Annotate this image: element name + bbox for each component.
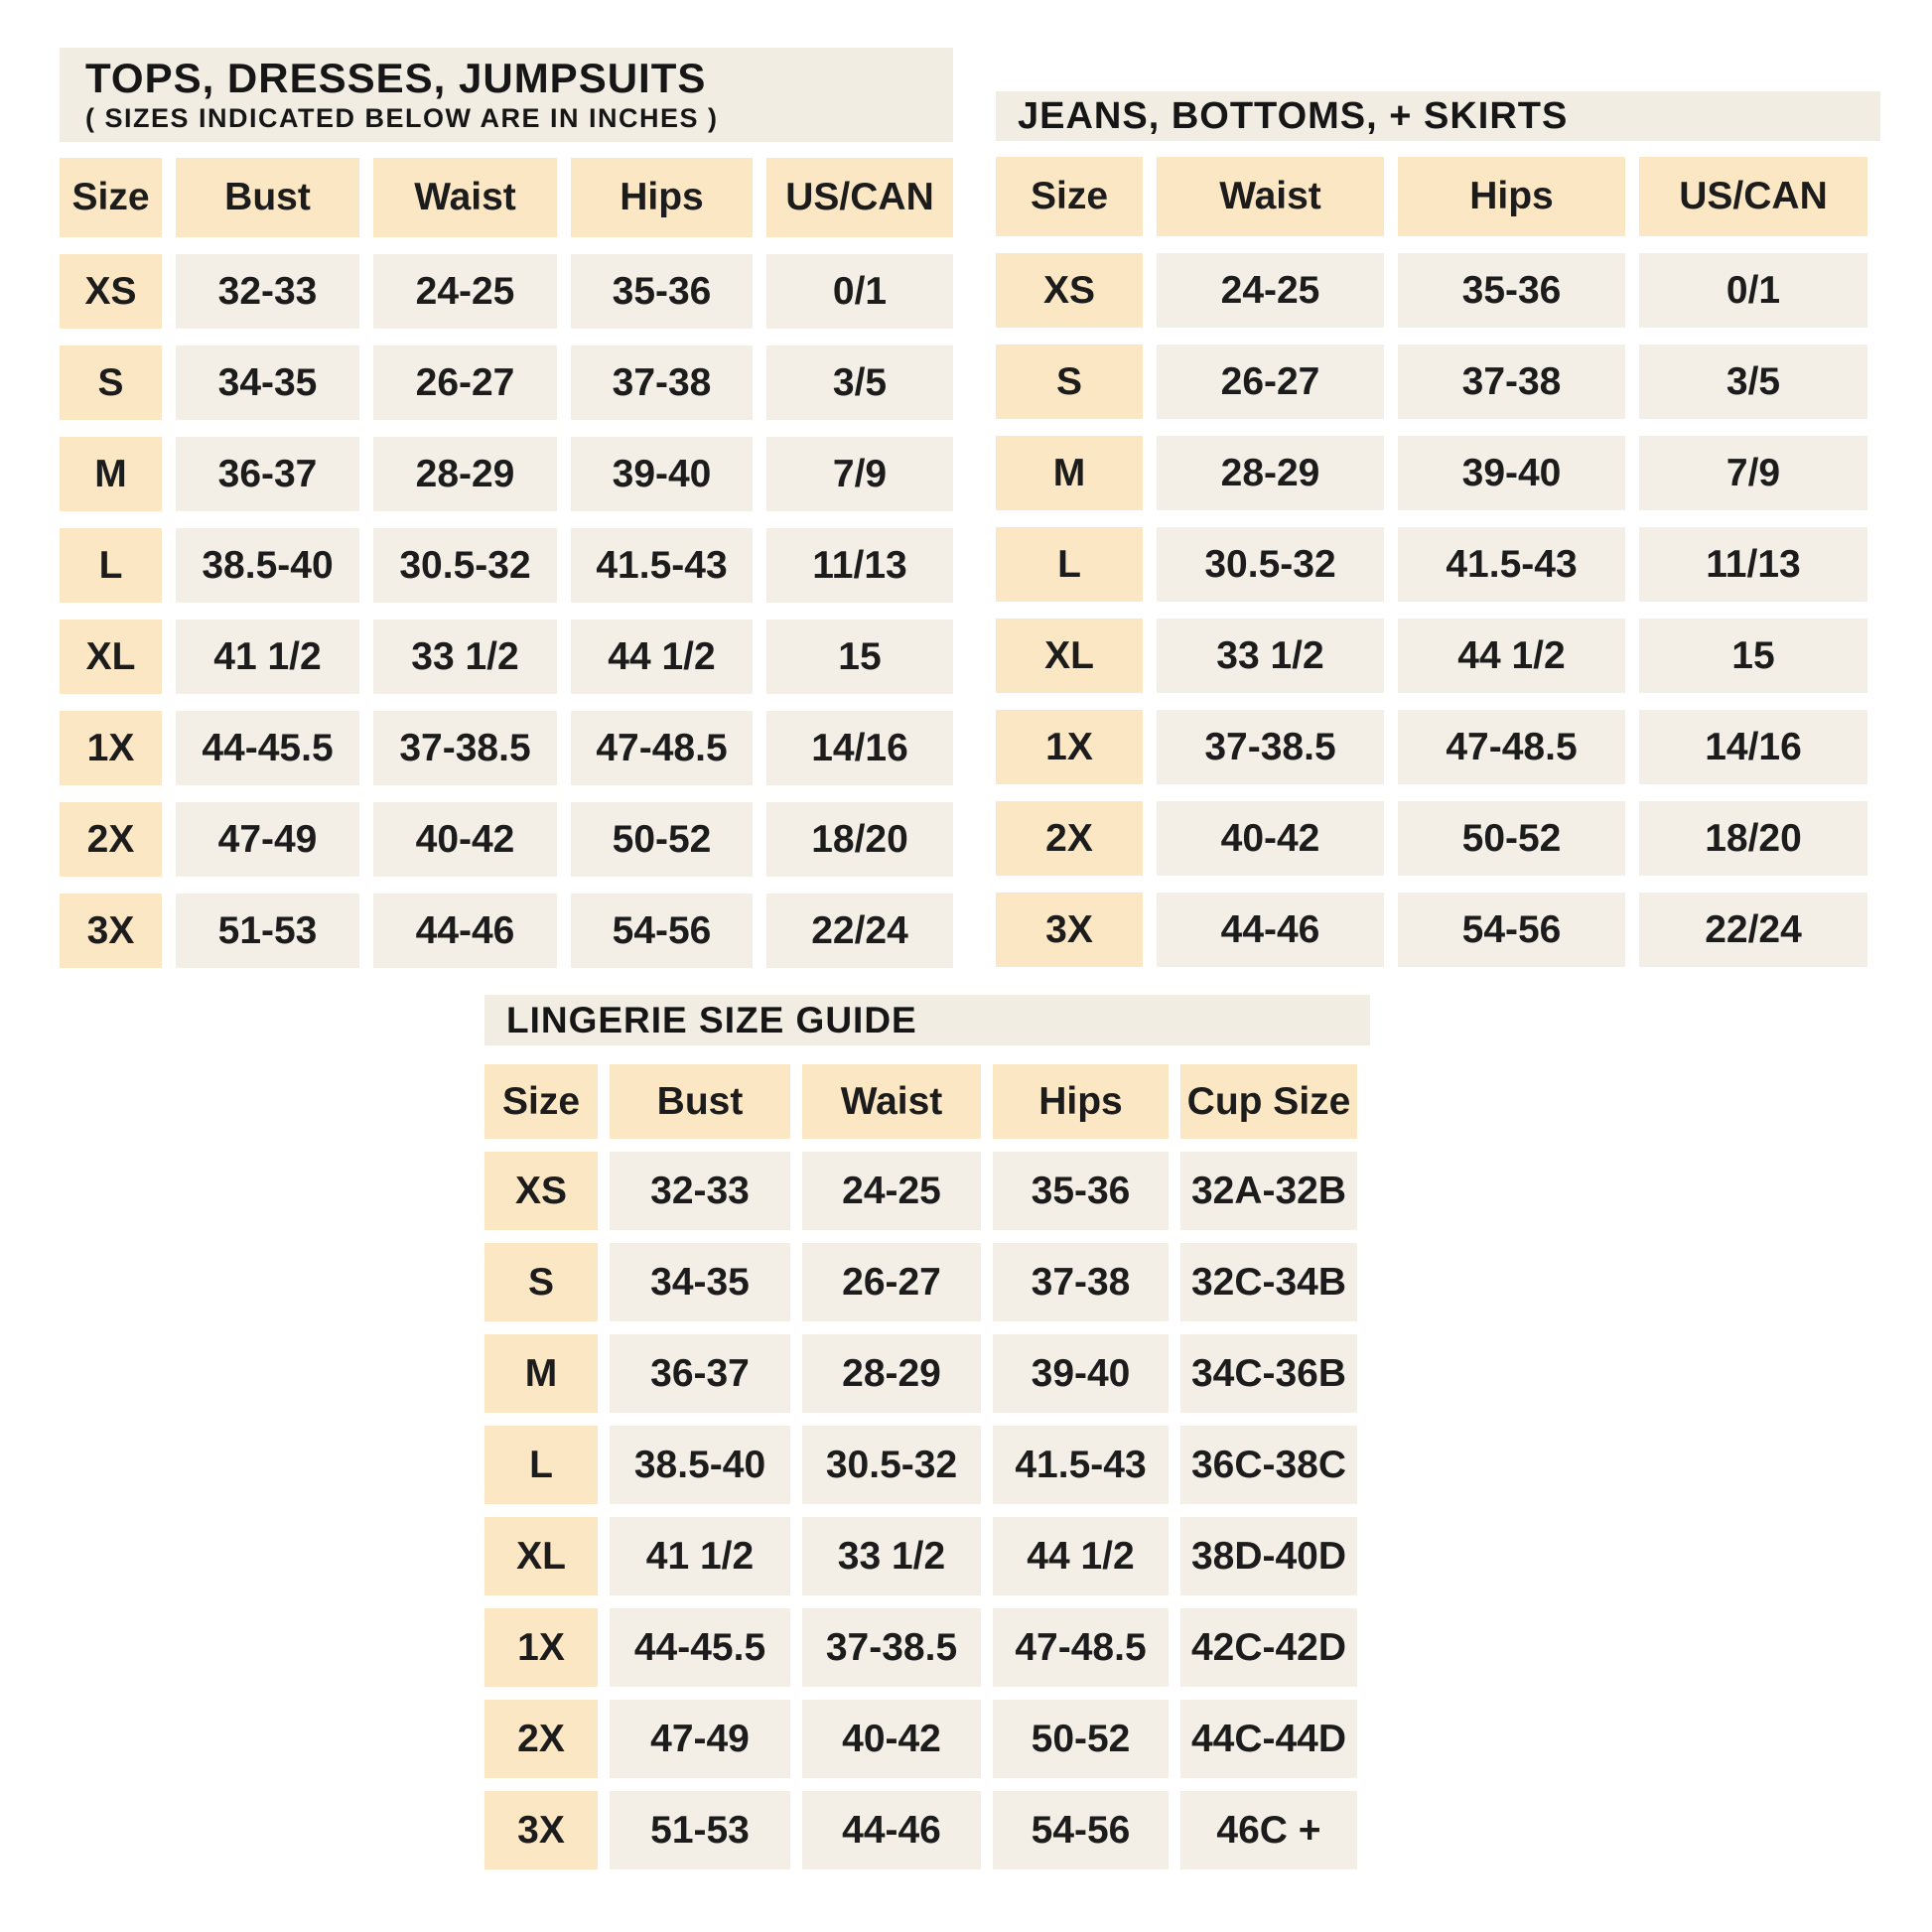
size-label-cell-1x: 1X <box>60 711 162 785</box>
value-cell: 40-42 <box>802 1700 981 1778</box>
value-cell: 22/24 <box>766 894 953 968</box>
value-cell: 24-25 <box>373 254 557 329</box>
value-cell: 0/1 <box>1639 253 1867 328</box>
size-label-cell-m: M <box>996 436 1143 510</box>
value-cell: 32C-34B <box>1180 1243 1357 1321</box>
value-cell: 54-56 <box>993 1791 1169 1869</box>
value-cell: 35-36 <box>993 1152 1169 1230</box>
value-cell: 7/9 <box>1639 436 1867 510</box>
size-label-cell-3x: 3X <box>60 894 162 968</box>
value-cell: 22/24 <box>1639 893 1867 967</box>
column-header-hips: Hips <box>571 158 753 237</box>
size-label-cell-3x: 3X <box>484 1791 598 1869</box>
value-cell: 38D-40D <box>1180 1517 1357 1595</box>
column-header-size: Size <box>484 1064 598 1139</box>
size-label-cell-xl: XL <box>484 1517 598 1595</box>
value-cell: 51-53 <box>176 894 359 968</box>
tops-table-subtitle: ( SIZES INDICATED BELOW ARE IN INCHES ) <box>85 102 719 133</box>
value-cell: 32A-32B <box>1180 1152 1357 1230</box>
value-cell: 38.5-40 <box>176 528 359 603</box>
value-cell: 37-38.5 <box>1157 710 1384 784</box>
value-cell: 50-52 <box>571 802 753 877</box>
value-cell: 30.5-32 <box>373 528 557 603</box>
column-header-size: Size <box>60 158 162 237</box>
value-cell: 36-37 <box>610 1334 790 1413</box>
value-cell: 35-36 <box>571 254 753 329</box>
size-label-cell-l: L <box>996 527 1143 602</box>
value-cell: 38.5-40 <box>610 1426 790 1504</box>
size-label-cell-xs: XS <box>484 1152 598 1230</box>
value-cell: 51-53 <box>610 1791 790 1869</box>
value-cell: 44-46 <box>373 894 557 968</box>
value-cell: 54-56 <box>1398 893 1625 967</box>
value-cell: 47-48.5 <box>1398 710 1625 784</box>
column-header-hips: Hips <box>1398 157 1625 236</box>
lingerie-table-grid <box>484 1064 1370 1869</box>
size-label-cell-xs: XS <box>60 254 162 329</box>
value-cell: 37-38 <box>993 1243 1169 1321</box>
value-cell: 44C-44D <box>1180 1700 1357 1778</box>
value-cell: 37-38 <box>571 345 753 420</box>
column-header-waist: Waist <box>802 1064 981 1139</box>
value-cell: 40-42 <box>373 802 557 877</box>
jeans-table-title: JEANS, BOTTOMS, + SKIRTS <box>1018 95 1569 137</box>
value-cell: 50-52 <box>993 1700 1169 1778</box>
value-cell: 32-33 <box>610 1152 790 1230</box>
jeans-table-title-band <box>996 91 1880 141</box>
value-cell: 14/16 <box>1639 710 1867 784</box>
value-cell: 44 1/2 <box>571 620 753 694</box>
value-cell: 18/20 <box>766 802 953 877</box>
column-header-bust: Bust <box>176 158 359 237</box>
value-cell: 54-56 <box>571 894 753 968</box>
column-header-hips: Hips <box>993 1064 1169 1139</box>
value-cell: 39-40 <box>1398 436 1625 510</box>
value-cell: 41 1/2 <box>176 620 359 694</box>
value-cell: 15 <box>1639 619 1867 693</box>
value-cell: 24-25 <box>1157 253 1384 328</box>
value-cell: 36C-38C <box>1180 1426 1357 1504</box>
jeans-bottoms-skirts-table <box>996 91 1880 967</box>
value-cell: 47-48.5 <box>993 1608 1169 1687</box>
size-label-cell-1x: 1X <box>996 710 1143 784</box>
value-cell: 47-49 <box>176 802 359 877</box>
value-cell: 37-38.5 <box>373 711 557 785</box>
tops-table-grid <box>60 158 953 968</box>
value-cell: 37-38 <box>1398 345 1625 419</box>
column-header-waist: Waist <box>373 158 557 237</box>
size-label-cell-2x: 2X <box>996 801 1143 876</box>
tops-table-title: TOPS, DRESSES, JUMPSUITS <box>85 54 707 101</box>
value-cell: 18/20 <box>1639 801 1867 876</box>
column-header-cup-size: Cup Size <box>1180 1064 1357 1139</box>
value-cell: 41 1/2 <box>610 1517 790 1595</box>
value-cell: 41.5-43 <box>571 528 753 603</box>
column-header-us-can: US/CAN <box>1639 157 1867 236</box>
size-label-cell-s: S <box>60 345 162 420</box>
value-cell: 24-25 <box>802 1152 981 1230</box>
size-label-cell-m: M <box>60 437 162 511</box>
value-cell: 44-46 <box>802 1791 981 1869</box>
value-cell: 44-45.5 <box>176 711 359 785</box>
value-cell: 26-27 <box>802 1243 981 1321</box>
tops-table-title-band <box>60 48 953 142</box>
value-cell: 41.5-43 <box>1398 527 1625 602</box>
lingerie-table-title-band <box>484 995 1370 1045</box>
value-cell: 41.5-43 <box>993 1426 1169 1504</box>
value-cell: 46C + <box>1180 1791 1357 1869</box>
value-cell: 7/9 <box>766 437 953 511</box>
size-label-cell-1x: 1X <box>484 1608 598 1687</box>
size-label-cell-2x: 2X <box>60 802 162 877</box>
jeans-table-grid <box>996 157 1880 967</box>
value-cell: 11/13 <box>766 528 953 603</box>
value-cell: 39-40 <box>993 1334 1169 1413</box>
size-label-cell-s: S <box>996 345 1143 419</box>
value-cell: 44-45.5 <box>610 1608 790 1687</box>
value-cell: 30.5-32 <box>802 1426 981 1504</box>
size-label-cell-l: L <box>484 1426 598 1504</box>
tops-dresses-jumpsuits-table <box>60 48 953 968</box>
value-cell: 33 1/2 <box>373 620 557 694</box>
size-label-cell-xl: XL <box>60 620 162 694</box>
column-header-size: Size <box>996 157 1143 236</box>
value-cell: 0/1 <box>766 254 953 329</box>
lingerie-size-guide-table <box>484 995 1370 1869</box>
size-label-cell-3x: 3X <box>996 893 1143 967</box>
size-label-cell-l: L <box>60 528 162 603</box>
value-cell: 40-42 <box>1157 801 1384 876</box>
value-cell: 26-27 <box>1157 345 1384 419</box>
column-header-bust: Bust <box>610 1064 790 1139</box>
value-cell: 44-46 <box>1157 893 1384 967</box>
value-cell: 3/5 <box>766 345 953 420</box>
value-cell: 47-48.5 <box>571 711 753 785</box>
value-cell: 34-35 <box>610 1243 790 1321</box>
value-cell: 35-36 <box>1398 253 1625 328</box>
size-label-cell-m: M <box>484 1334 598 1413</box>
size-label-cell-xs: XS <box>996 253 1143 328</box>
value-cell: 30.5-32 <box>1157 527 1384 602</box>
value-cell: 34-35 <box>176 345 359 420</box>
column-header-us-can: US/CAN <box>766 158 953 237</box>
value-cell: 39-40 <box>571 437 753 511</box>
value-cell: 3/5 <box>1639 345 1867 419</box>
value-cell: 11/13 <box>1639 527 1867 602</box>
value-cell: 47-49 <box>610 1700 790 1778</box>
value-cell: 44 1/2 <box>993 1517 1169 1595</box>
value-cell: 42C-42D <box>1180 1608 1357 1687</box>
value-cell: 33 1/2 <box>802 1517 981 1595</box>
value-cell: 32-33 <box>176 254 359 329</box>
value-cell: 28-29 <box>1157 436 1384 510</box>
size-label-cell-s: S <box>484 1243 598 1321</box>
value-cell: 26-27 <box>373 345 557 420</box>
size-label-cell-2x: 2X <box>484 1700 598 1778</box>
value-cell: 15 <box>766 620 953 694</box>
value-cell: 28-29 <box>373 437 557 511</box>
value-cell: 37-38.5 <box>802 1608 981 1687</box>
value-cell: 36-37 <box>176 437 359 511</box>
value-cell: 44 1/2 <box>1398 619 1625 693</box>
value-cell: 34C-36B <box>1180 1334 1357 1413</box>
size-label-cell-xl: XL <box>996 619 1143 693</box>
value-cell: 33 1/2 <box>1157 619 1384 693</box>
value-cell: 28-29 <box>802 1334 981 1413</box>
lingerie-table-title: LINGERIE SIZE GUIDE <box>506 999 917 1040</box>
value-cell: 14/16 <box>766 711 953 785</box>
column-header-waist: Waist <box>1157 157 1384 236</box>
value-cell: 50-52 <box>1398 801 1625 876</box>
